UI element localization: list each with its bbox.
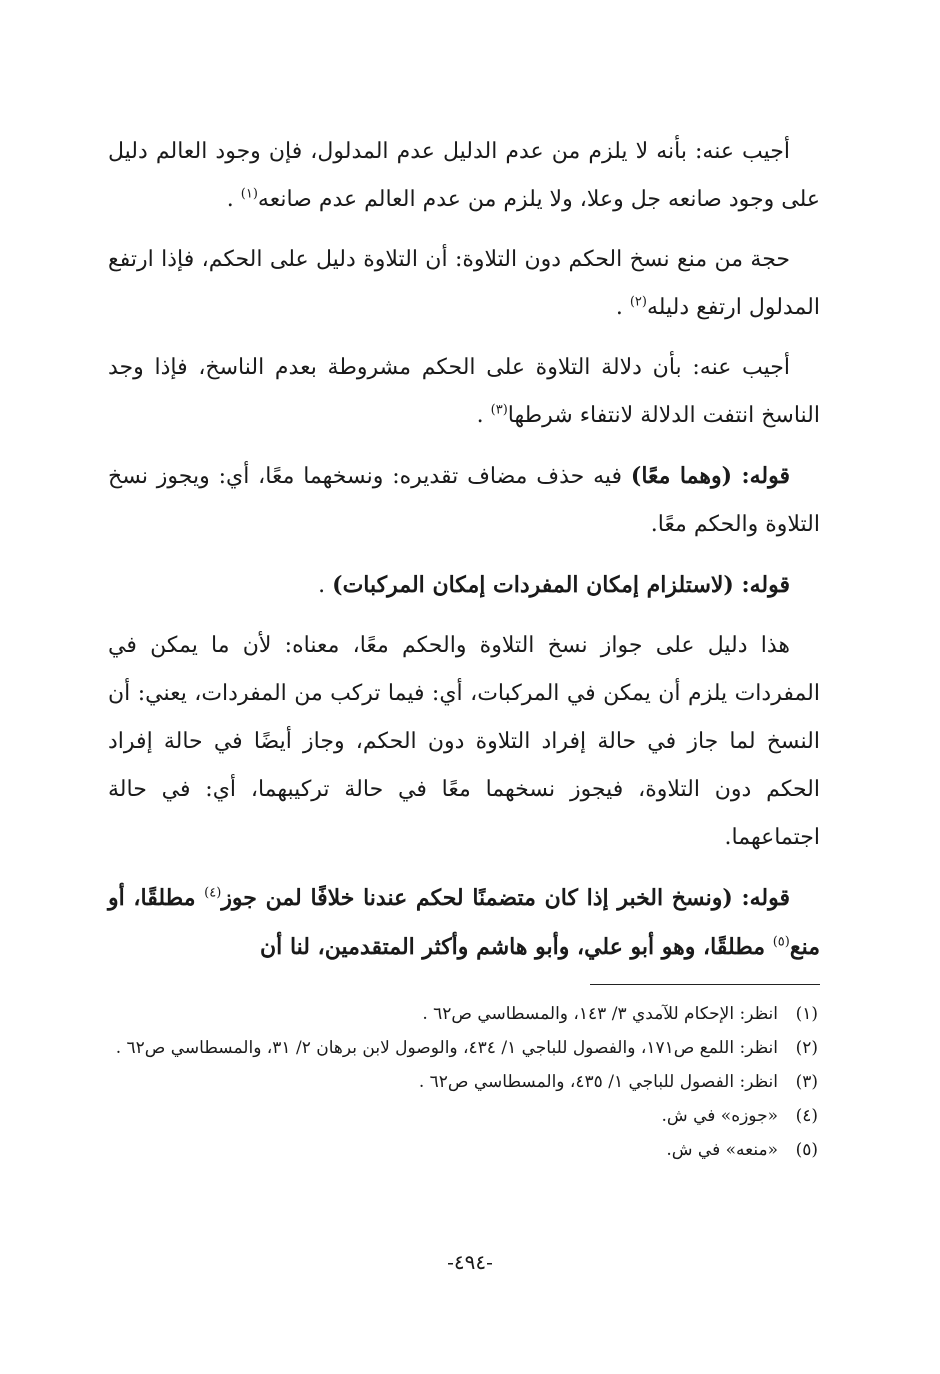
footnote-text: «جوزه» في ش.	[661, 1106, 778, 1126]
footnote-number: (١)	[795, 1004, 818, 1024]
footnotes	[108, 997, 820, 1167]
paragraph-text: أجيب عنه: بأن دلالة التلاوة على الحكم مشروطة بعدم الناسخ، فإذا وجد الناسخ انتفت الدلالة لانتفاء شرطها	[108, 355, 820, 428]
paragraph-text: فيه حذف مضاف تقديره: ونسخهما معًا، أي: ويجوز نسخ التلاوة والحكم معًا.	[108, 464, 820, 537]
footnote-marker: (٢)	[629, 294, 647, 310]
footnote-text: انظر: الإحكام للآمدي ٣/ ١٤٣، والمسطاسي ص٦٢ .	[422, 1004, 778, 1024]
paragraph	[108, 622, 820, 862]
footnote-text: «منعه» في ش.	[666, 1140, 778, 1160]
quoted-matn: قوله: (ونسخ الخبر إذا كان متضمنًا لحكم عندنا خلافًا لمن جوز	[221, 885, 790, 911]
paragraph-text: .	[615, 295, 630, 320]
quoted-matn: مطلقًا، أو منع	[108, 885, 820, 960]
paragraph	[108, 561, 820, 610]
footnote-number: (٢)	[795, 1038, 818, 1058]
footnote	[108, 1133, 820, 1167]
paragraph-text: .	[226, 187, 241, 212]
footnote-marker: (٤)	[204, 885, 222, 901]
footnote-number: (٥)	[795, 1140, 818, 1160]
page-number: -٤٩٤-	[447, 1250, 493, 1274]
quoted-matn: مطلقًا، وهو أبو علي، وأبو هاشم وأكثر المتقدمين، لنا أن	[260, 934, 773, 960]
paragraph-text: هذا دليل على جواز نسخ التلاوة والحكم معًا، معناه: لأن ما يمكن في المفردات يلزم أن يمكن في المركبات، أي: فيما تركب من المفردات، يعني: أن النسخ لما جاز في حالة إفراد التلاوة دون الحكم، وجاز أيضًا في حالة إفراد الحكم دون التلاوة، فيجوز نسخهما معًا في حالة تركيبهما، أي: في حالة اجتماعهما.	[108, 633, 820, 850]
footnote-number: (٣)	[795, 1072, 818, 1092]
footnote-marker: (٥)	[772, 934, 790, 950]
quoted-matn: قوله: (وهما معًا)	[630, 463, 791, 489]
footnote	[108, 1031, 820, 1065]
quoted-matn: قوله: (لاستلزام إمكان المفردات إمكان المركبات)	[332, 572, 790, 598]
footnote-divider	[590, 984, 820, 985]
paragraph	[108, 128, 820, 224]
main-text	[108, 128, 820, 972]
paragraph	[108, 344, 820, 440]
footnote-marker: (٣)	[490, 402, 508, 418]
paragraph-text: أجيب عنه: بأنه لا يلزم من عدم الدليل عدم المدلول، فإن وجود العالم دليل على وجود صانعه جل وعلا، ولا يلزم من عدم العالم عدم صانعه	[108, 139, 820, 212]
footnote-text: انظر: الفصول للباجي ١/ ٤٣٥، والمسطاسي ص٦٢ .	[418, 1072, 778, 1092]
page-body	[108, 128, 820, 1167]
paragraph	[108, 236, 820, 332]
paragraph	[108, 452, 820, 549]
paragraph	[108, 874, 820, 972]
footnote	[108, 997, 820, 1031]
footnote	[108, 1065, 820, 1099]
paragraph-text: .	[318, 573, 333, 598]
paragraph-text: حجة من منع نسخ الحكم دون التلاوة: أن التلاوة دليل على الحكم، فإذا ارتفع المدلول ارتفع دليله	[108, 247, 820, 320]
footnote	[108, 1099, 820, 1133]
footnote-number: (٤)	[795, 1106, 818, 1126]
footnote-marker: (١)	[240, 186, 258, 202]
footnote-text: انظر: اللمع ص١٧١، والفصول للباجي ١/ ٤٣٤، والوصول لابن برهان ٢/ ٣١، والمسطاسي ص٦٢ .	[115, 1038, 778, 1058]
paragraph-text: .	[476, 403, 491, 428]
